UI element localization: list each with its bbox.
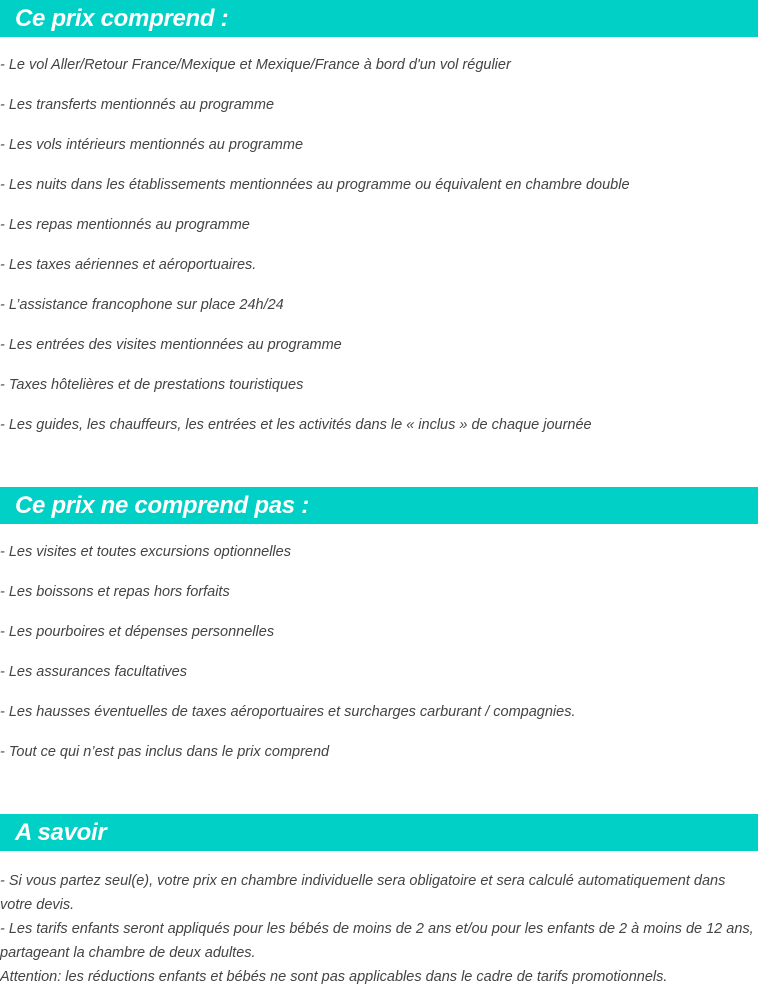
- list-item: - Les guides, les chauffeurs, les entrées et les activités dans le « inclus » de chaque journée: [0, 417, 592, 433]
- excluded-list: [0, 542, 758, 762]
- section-included: [0, 0, 758, 435]
- section-title-excluded: Ce prix ne comprend pas :: [15, 492, 309, 519]
- included-list: [0, 55, 758, 435]
- info-paragraph: - Si vous partez seul(e), votre prix en chambre individuelle sera obligatoire et sera calculé automatiquement dans votre devis.: [0, 873, 726, 913]
- list-item: - Les nuits dans les établissements mentionnées au programme ou équivalent en chambre double: [0, 177, 630, 193]
- list-item: - Taxes hôtelières et de prestations touristiques: [0, 377, 304, 393]
- list-item: - Les entrées des visites mentionnées au programme: [0, 337, 342, 353]
- list-item: - Les repas mentionnés au programme: [0, 217, 250, 233]
- info-paragraph: Attention: les réductions enfants et bébés ne sont pas applicables dans le cadre de tarifs promotionnels.: [0, 969, 668, 985]
- list-item: - Les vols intérieurs mentionnés au programme: [0, 137, 304, 153]
- section-header-included: [0, 0, 758, 37]
- list-item: - Le vol Aller/Retour France/Mexique et Mexique/France à bord d'un vol régulier: [0, 57, 511, 73]
- list-item: - Les boissons et repas hors forfaits: [0, 584, 230, 600]
- list-item: - Les pourboires et dépenses personnelles: [0, 624, 275, 640]
- list-item: - Les visites et toutes excursions optionnelles: [0, 544, 291, 560]
- list-item: - Les assurances facultatives: [0, 664, 187, 680]
- list-item: - Les taxes aériennes et aéroportuaires.: [0, 257, 257, 273]
- info-text: [0, 851, 758, 989]
- list-item: - Les hausses éventuelles de taxes aéroportuaires et surcharges carburant / compagnies.: [0, 704, 576, 720]
- info-paragraph: - Les tarifs enfants seront appliqués pour les bébés de moins de 2 ans et/ou pour les enfants de 2 à moins de 12 ans, partageant la chambre de deux adultes.: [0, 921, 754, 961]
- section-header-info: [0, 814, 758, 851]
- list-item: - Tout ce qui n’est pas inclus dans le prix comprend: [0, 744, 330, 760]
- list-item: - L’assistance francophone sur place 24h/24: [0, 297, 284, 313]
- section-info: [0, 814, 758, 989]
- section-header-excluded: [0, 487, 758, 524]
- section-excluded: [0, 487, 758, 762]
- section-title-included: Ce prix comprend :: [15, 5, 229, 32]
- list-item: - Les transferts mentionnés au programme: [0, 97, 275, 113]
- section-title-info: A savoir: [15, 819, 107, 846]
